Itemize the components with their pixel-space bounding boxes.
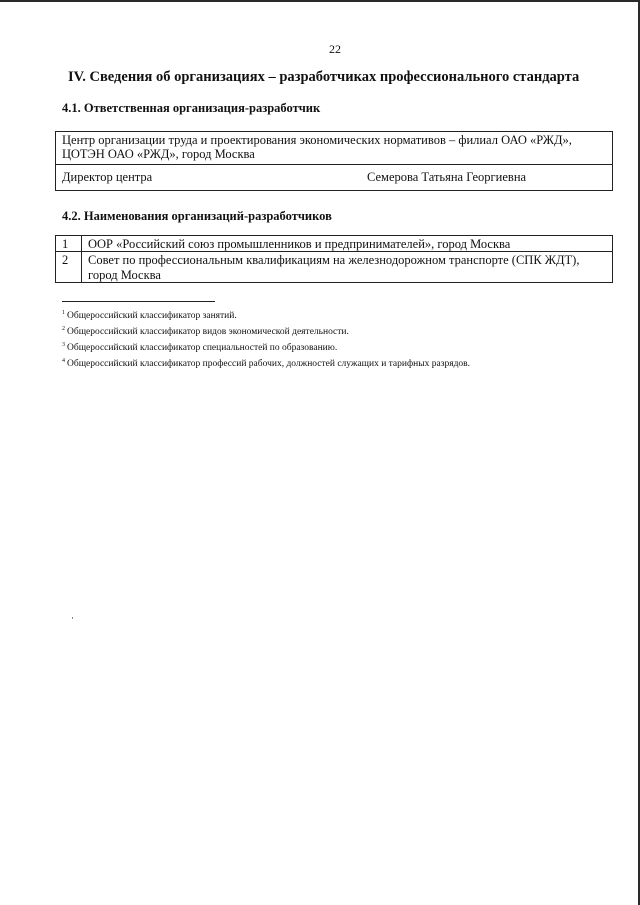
developers-heading: 4.2. Наименования организаций-разработчиков: [62, 209, 332, 223]
column-divider: [81, 252, 82, 282]
developer-name: ООР «Российский союз промышленников и предпринимателей», город Москва: [88, 237, 511, 251]
table-row: [56, 236, 612, 252]
footnote: [62, 339, 470, 355]
signatory-role: Директор центра: [62, 170, 153, 184]
responsible-org-cell: [56, 132, 612, 165]
footnote: [62, 355, 470, 371]
footnote-mark: 3: [62, 342, 65, 348]
footnote-mark: 4: [62, 358, 65, 364]
section-title: IV. Сведения об организациях – разработчиках профессионального стандарта: [68, 69, 580, 85]
responsible-org-table: [55, 131, 613, 191]
footnote-text: Общероссийский классификатор специальностей по образованию.: [67, 343, 338, 353]
footnote-mark: 1: [62, 310, 65, 316]
signatory-name: Семерова Татьяна Георгиевна: [367, 170, 527, 184]
footnotes: [62, 307, 470, 371]
responsible-org-line2: ЦОТЭН ОАО «РЖД», город Москва: [62, 147, 255, 161]
developer-name: Совет по профессиональным квалификациям на железнодорожном транспорте (СПК ЖДТ), город Москва: [88, 253, 580, 282]
footnote-text: Общероссийский классификатор видов экономической деятельности.: [67, 327, 349, 337]
responsible-signatory-row: [56, 165, 612, 190]
footnote: [62, 307, 470, 323]
footnote-separator: [62, 301, 215, 302]
responsible-heading: 4.1. Ответственная организация-разработчик: [62, 101, 321, 115]
row-number: 2: [62, 253, 69, 267]
page-number: 22: [329, 42, 341, 56]
scan-edge-top: [0, 0, 640, 2]
scan-speck: [72, 617, 73, 619]
table-row: [56, 252, 612, 282]
footnote-text: Общероссийский классификатор профессий рабочих, должностей служащих и тарифных разрядов.: [67, 359, 471, 369]
responsible-org-line1: Центр организации труда и проектирования экономических нормативов – филиал ОАО «РЖД»,: [62, 133, 572, 147]
developers-table: [55, 235, 613, 283]
footnote-text: Общероссийский классификатор занятий.: [67, 311, 237, 321]
row-number: 1: [62, 237, 69, 251]
footnote: [62, 323, 470, 339]
column-divider: [81, 236, 82, 251]
footnote-mark: 2: [62, 326, 65, 332]
